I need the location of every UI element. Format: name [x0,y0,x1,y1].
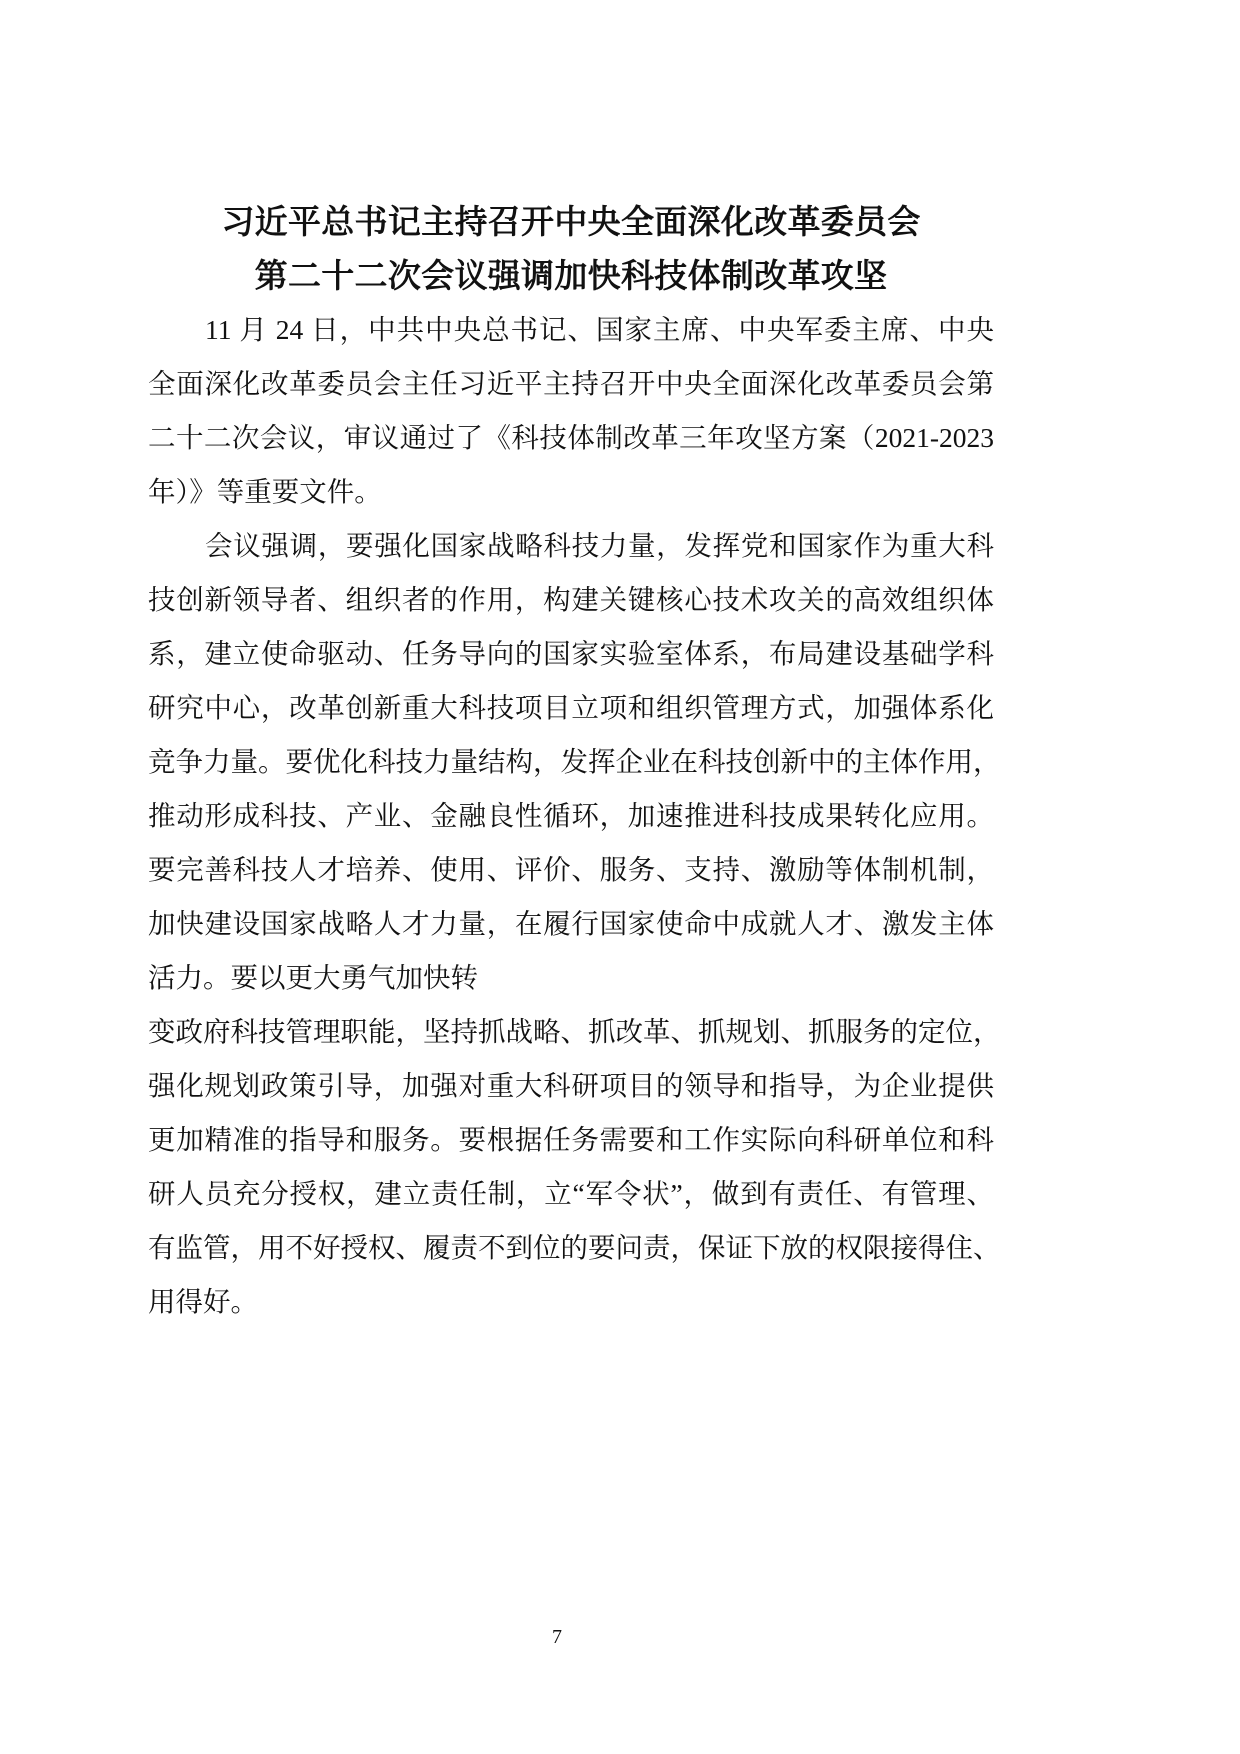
text-line: 11 月 24 日，中共中央总书记、国家主席、中央军委主席、中央 [205,314,994,345]
text-line: 用得好。 [148,1286,258,1317]
text-line: 全面深化改革委员会主任习近平主持召开中央全面深化改革委员会第 [148,368,994,399]
title-line-1: 习近平总书记主持召开中央全面深化改革委员会 [221,205,921,241]
text-line: 会议强调，要强化国家战略科技力量，发挥党和国家作为重大科 [205,530,994,561]
text-line: 要完善科技人才培养、使用、评价、服务、支持、激励等体制机制， [148,854,994,885]
text-line: 技创新领导者、组织者的作用，构建关键核心技术攻关的高效组织体 [148,584,994,615]
text-line: 有监管，用不好授权、履责不到位的要问责，保证下放的权限接得住、 [148,1232,1001,1263]
text-line: 推动形成科技、产业、金融良性循环，加速推进科技成果转化应用。 [148,800,994,831]
text-line: 研究中心，改革创新重大科技项目立项和组织管理方式，加强体系化 [148,692,994,723]
paragraph-3 [148,1005,1001,1329]
paragraph-2 [148,519,1001,1005]
text-line: 竞争力量。要优化科技力量结构，发挥企业在科技创新中的主体作用， [148,746,1001,777]
text-line: 活力。要以更大勇气加快转 [148,962,478,993]
text-line: 二十二次会议，审议通过了《科技体制改革三年攻坚方案（2021-2023 [148,422,994,453]
text-line: 研人员充分授权，建立责任制，立“军令状”，做到有责任、有管理、 [148,1178,994,1209]
paragraph-1 [148,303,994,519]
text-line: 更加精准的指导和服务。要根据任务需要和工作实际向科研单位和科 [148,1124,994,1155]
text-line: 变政府科技管理职能，坚持抓战略、抓改革、抓规划、抓服务的定位， [148,1016,1001,1047]
text-line: 年）》等重要文件。 [148,476,382,507]
text-line: 强化规划政策引导，加强对重大科研项目的领导和指导，为企业提供 [148,1070,994,1101]
document-title [148,196,994,304]
document-body [148,303,1001,1329]
page-number: 7 [552,1626,562,1648]
text-line: 加快建设国家战略人才力量，在履行国家使命中成就人才、激发主体 [148,908,994,939]
text-line: 系，建立使命驱动、任务导向的国家实验室体系，布局建设基础学科 [148,638,994,669]
title-line-2: 第二十二次会议强调加快科技体制改革攻坚 [254,259,888,295]
